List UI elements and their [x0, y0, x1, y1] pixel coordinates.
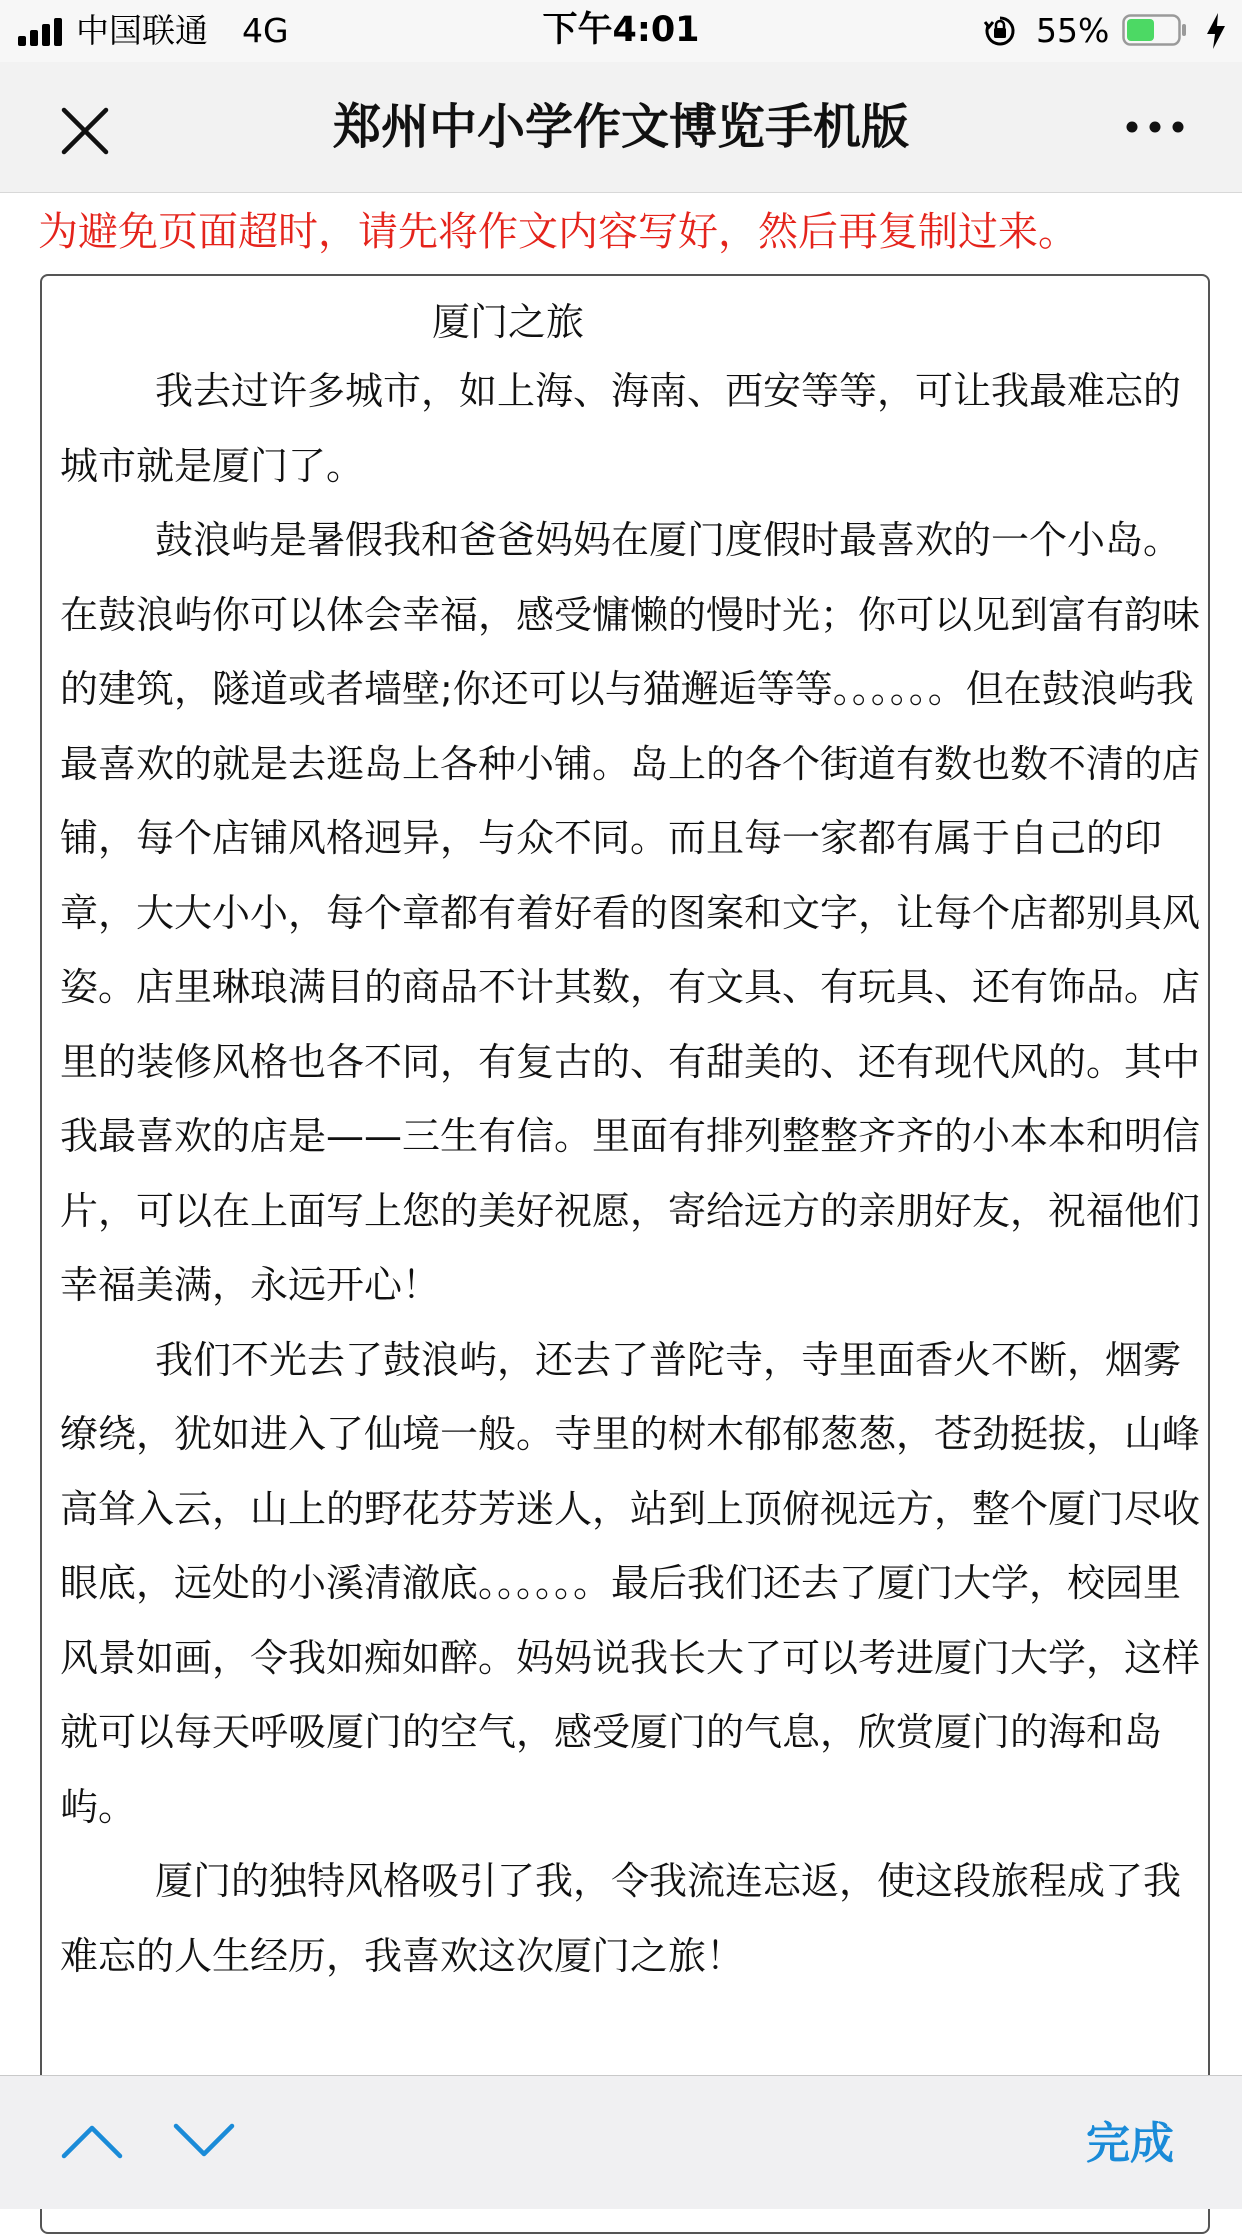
- network-type: 4G: [242, 11, 289, 50]
- essay-paragraph: 我去过许多城市，如上海、海南、西安等等，可让我最难忘的城市就是厦门了。: [60, 369, 1182, 488]
- essay-body: [60, 354, 1200, 1993]
- chevron-down-icon[interactable]: [170, 2116, 238, 2166]
- charging-bolt-icon: [1204, 12, 1228, 50]
- timeout-notice: 为避免页面超时，请先将作文内容写好，然后再复制过来。: [38, 209, 1078, 255]
- orientation-lock-icon: [983, 14, 1017, 48]
- essay-title: 厦门之旅: [432, 300, 585, 344]
- battery-icon: [1122, 14, 1188, 46]
- keyboard-toolbar: [0, 2075, 1242, 2209]
- essay-paragraph: 厦门的独特风格吸引了我，令我流连忘返，使这段旅程成了我难忘的人生经历，我喜欢这次厦门之旅！: [60, 1859, 1182, 1978]
- carrier-name: 中国联通: [76, 11, 208, 50]
- page-title: 郑州中小学作文博览手机版: [332, 99, 909, 155]
- chevron-up-icon[interactable]: [58, 2116, 126, 2166]
- done-button[interactable]: 完成: [1086, 2116, 1174, 2172]
- essay-paragraph: 我们不光去了鼓浪屿，还去了普陀寺，寺里面香火不断，烟雾缭绕，犹如进入了仙境一般。寺里的树木郁郁葱葱，苍劲挺拔，山峰高耸入云，山上的野花芬芳迷人，站到上顶俯视远方，整个厦门尽收眼底，远处的小溪清澈底。。。。。。最后我们还去了厦门大学，校园里风景如画，令我如痴如醉。妈妈说我长大了可以考进厦门大学，这样就可以每天呼吸厦门的空气，感受厦门的气息，欣赏厦门的海和岛屿。: [60, 1337, 1201, 1829]
- more-icon[interactable]: [1120, 102, 1190, 152]
- essay-paragraph: 鼓浪屿是暑假我和爸爸妈妈在厦门度假时最喜欢的一个小岛。在鼓浪屿你可以体会幸福，感受慵懒的慢时光；你可以见到富有韵味的建筑，隧道或者墙壁;你还可以与猫邂逅等等。。。。。。但在鼓浪屿我最喜欢的就是去逛岛上各种小铺。岛上的各个街道有数也数不清的店铺，每个店铺风格迥异，与众不同。而且每一家都有属于自己的印章，大大小小，每个章都有着好看的图案和文字，让每个店都别具风姿。店里琳琅满目的商品不计其数，有文具、有玩具、还有饰品。店里的装修风格也各不同，有复古的、有甜美的、还有现代风的。其中我最喜欢的店是——三生有信。里面有排列整整齐齐的小本本和明信片，可以在上面写上您的美好祝愿，寄给远方的亲朋好友，祝福他们幸福美满，永远开心！: [60, 518, 1201, 1307]
- status-bar: [0, 0, 1242, 62]
- status-time: 下午4:01: [542, 10, 700, 50]
- essay-textarea[interactable]: [40, 274, 1210, 2234]
- battery-percent: 55%: [1036, 11, 1110, 50]
- nav-bar: [0, 62, 1242, 193]
